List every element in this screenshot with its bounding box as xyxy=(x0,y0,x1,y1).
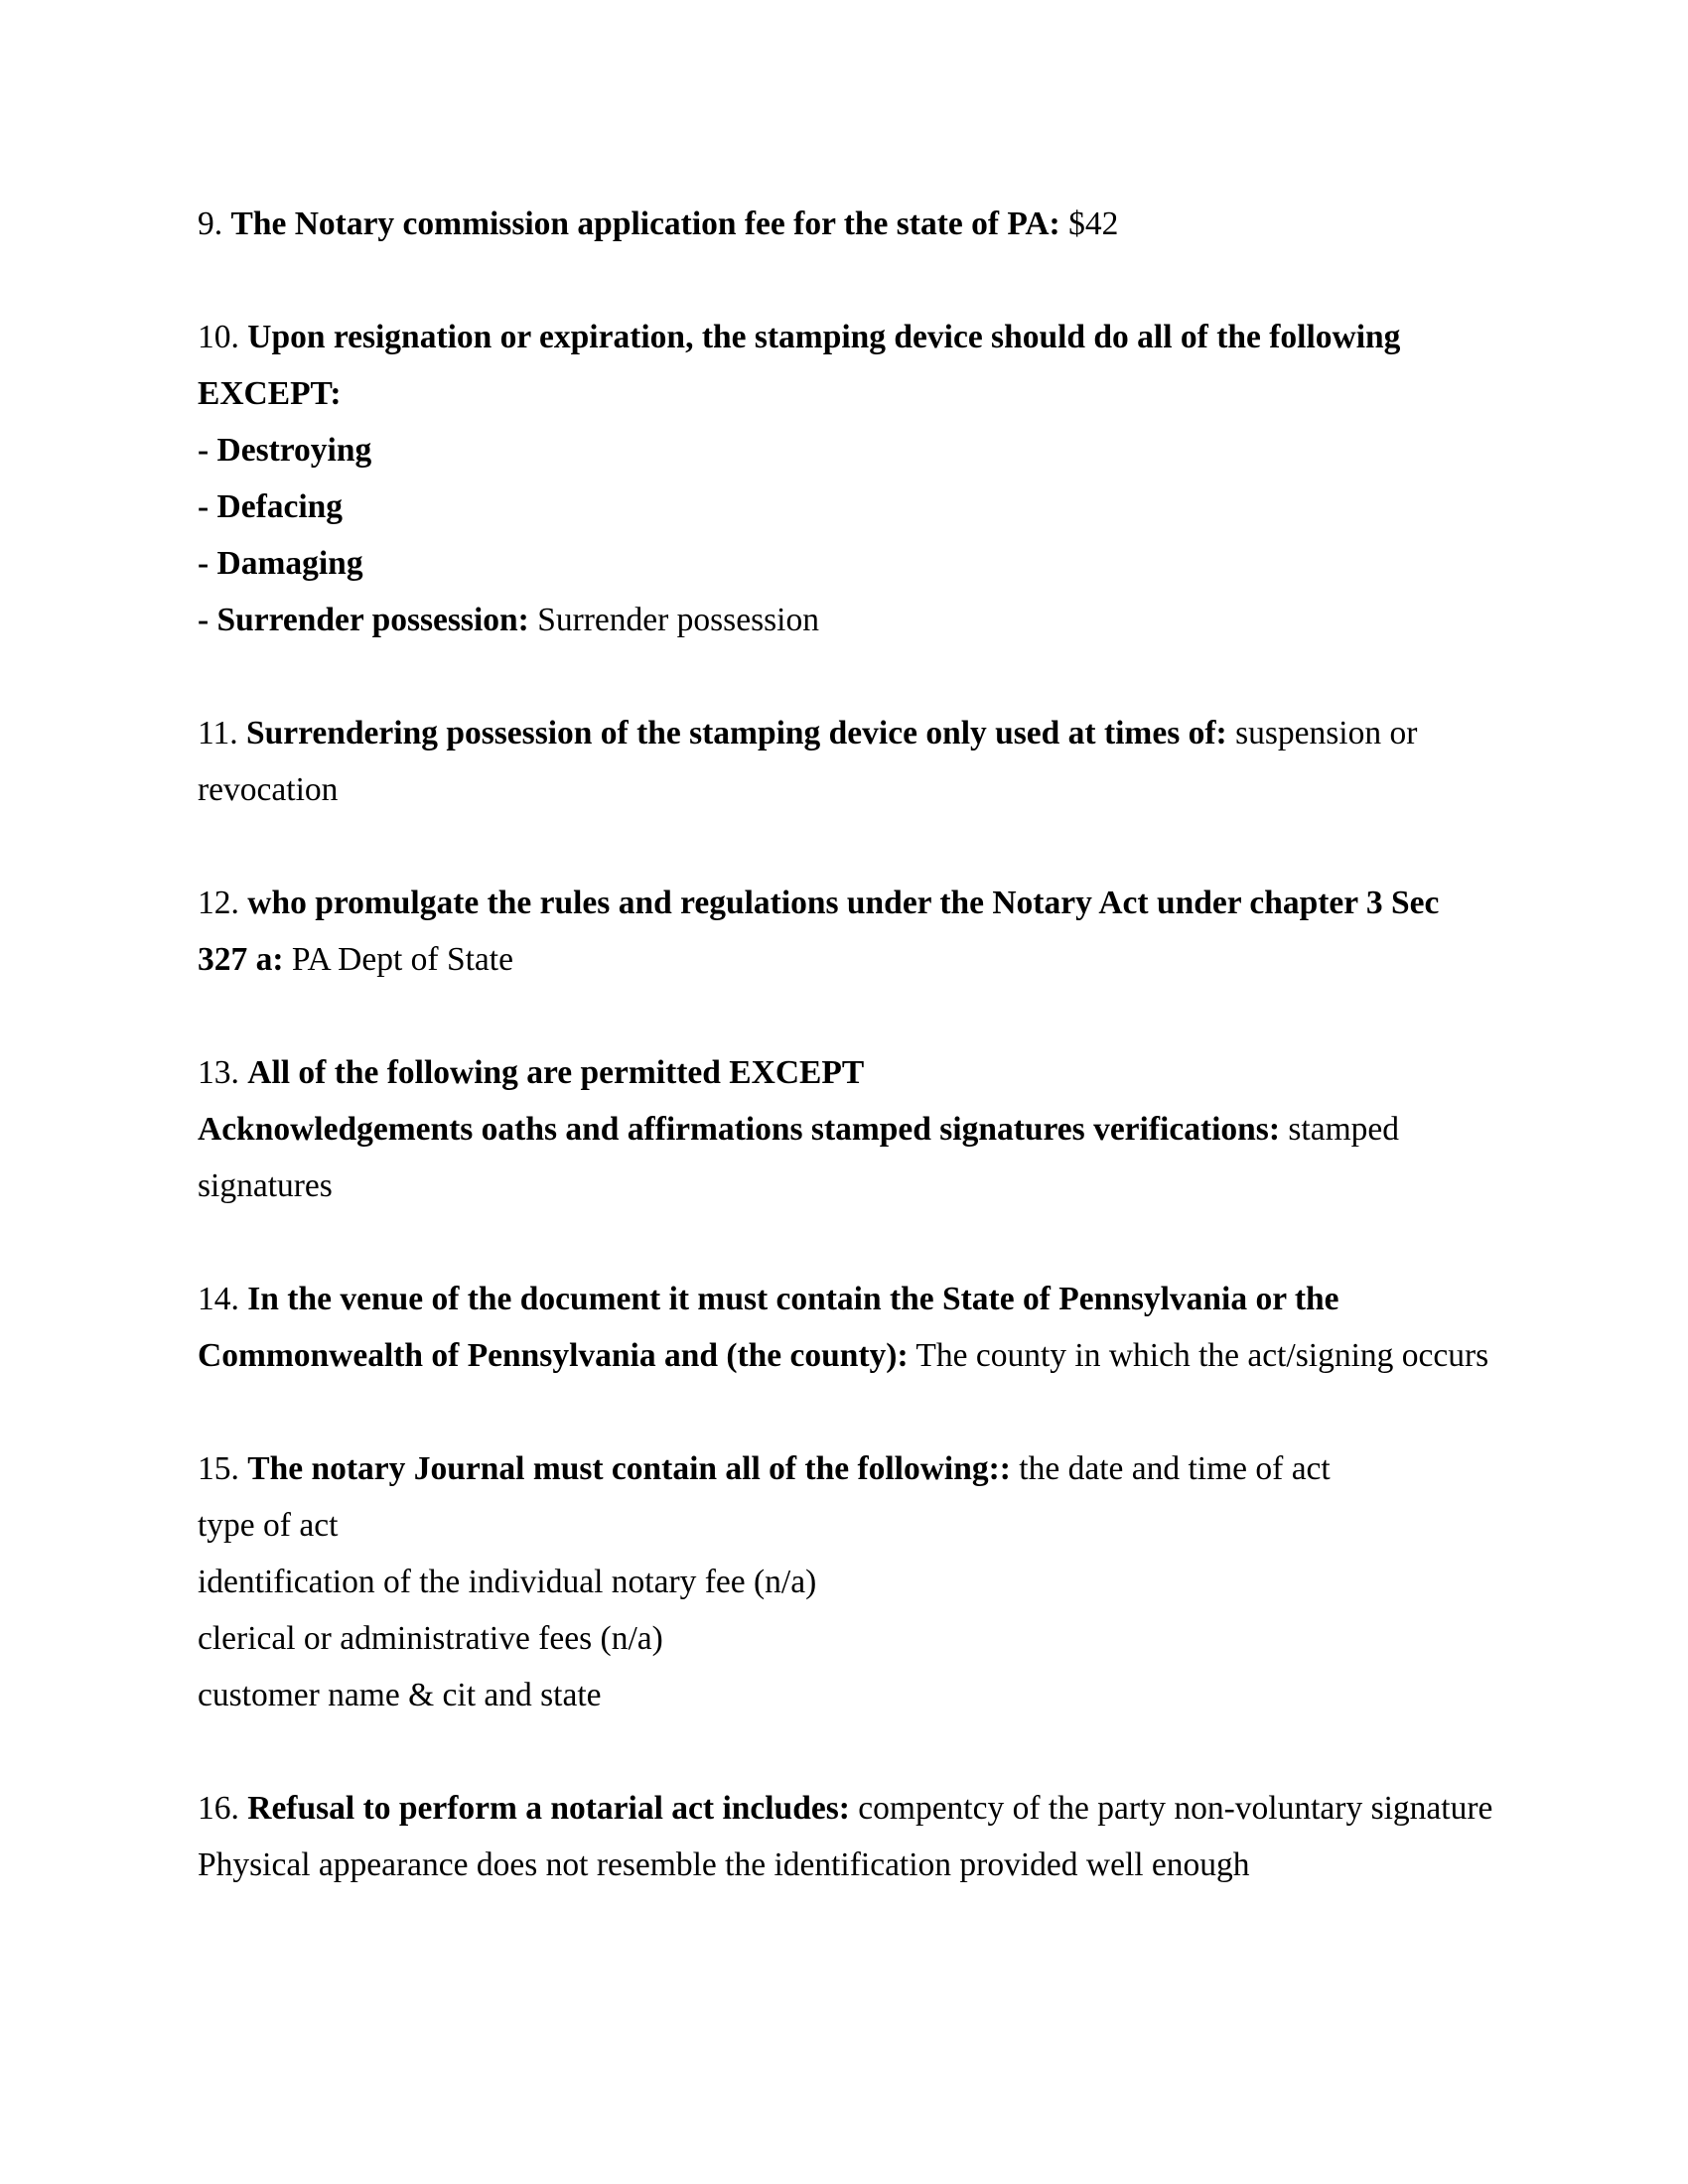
question-answer: compentcy of the party non-voluntary signature xyxy=(858,1790,1493,1827)
question-11 xyxy=(198,705,1549,818)
question-10 xyxy=(198,309,1549,648)
answer-list-item: customer name & cit and state xyxy=(198,1677,602,1713)
answer-list-item: identification of the individual notary fee (n/a) xyxy=(198,1564,817,1600)
question-line xyxy=(198,1044,1549,1101)
answer-list-item: type of act xyxy=(198,1507,339,1544)
question-line xyxy=(198,309,1549,365)
question-12 xyxy=(198,875,1549,988)
question-answer: the date and time of act xyxy=(1019,1450,1331,1487)
question-number: 14. xyxy=(198,1281,239,1317)
question-number: 13. xyxy=(198,1054,239,1091)
question-number: 16. xyxy=(198,1790,239,1827)
option-item: - Destroying xyxy=(198,432,372,469)
option-item: - Defacing xyxy=(198,488,344,525)
question-line xyxy=(198,1440,1549,1497)
option-line xyxy=(198,592,1549,648)
question-9 xyxy=(198,196,1549,252)
option-item: - Damaging xyxy=(198,545,363,582)
question-line xyxy=(198,705,1549,761)
question-prompt-continued: 327 a: xyxy=(198,941,284,978)
question-answer: suspension or xyxy=(1235,715,1418,751)
question-answer: stamped xyxy=(1288,1111,1399,1148)
question-number: 9. xyxy=(198,205,223,242)
question-line xyxy=(198,1327,1549,1384)
question-answer: $42 xyxy=(1068,205,1119,242)
question-line xyxy=(198,931,1549,988)
question-15 xyxy=(198,1440,1549,1723)
question-prompt-continued: Acknowledgements oaths and affirmations stamped signatures verifications: xyxy=(198,1111,1280,1148)
question-prompt: who promulgate the rules and regulations under the Notary Act under chapter 3 Sec xyxy=(247,885,1440,921)
question-prompt: Refusal to perform a notarial act includes: xyxy=(247,1790,850,1827)
question-line xyxy=(198,1780,1549,1837)
question-answer-continued: revocation xyxy=(198,771,339,808)
question-prompt: In the venue of the document it must contain the State of Pennsylvania or the xyxy=(247,1281,1339,1317)
question-answer-continued: Physical appearance does not resemble the identification provided well enough xyxy=(198,1846,1250,1883)
question-answer-continued: signatures xyxy=(198,1167,333,1204)
question-prompt: Surrendering possession of the stamping device only used at times of: xyxy=(246,715,1227,751)
answer-list-item: clerical or administrative fees (n/a) xyxy=(198,1620,663,1657)
question-line xyxy=(198,875,1549,931)
question-number: 12. xyxy=(198,885,239,921)
question-line xyxy=(198,196,1549,252)
question-line xyxy=(198,1101,1549,1158)
question-16 xyxy=(198,1780,1549,1893)
question-prompt-continued: EXCEPT: xyxy=(198,375,342,412)
question-number: 10. xyxy=(198,319,239,355)
question-prompt: The Notary commission application fee for the state of PA: xyxy=(230,205,1060,242)
question-prompt: Upon resignation or expiration, the stamping device should do all of the following xyxy=(247,319,1401,355)
question-answer: PA Dept of State xyxy=(291,941,513,978)
question-prompt: All of the following are permitted EXCEPT xyxy=(247,1054,865,1091)
option-item: - Surrender possession: xyxy=(198,602,529,638)
question-number: 15. xyxy=(198,1450,239,1487)
question-answer: Surrender possession xyxy=(537,602,819,638)
question-prompt: The notary Journal must contain all of the following:: xyxy=(247,1450,1011,1487)
question-14 xyxy=(198,1271,1549,1384)
question-number: 11. xyxy=(198,715,238,751)
question-answer: The county in which the act/signing occurs xyxy=(915,1337,1489,1374)
question-prompt-continued: Commonwealth of Pennsylvania and (the county): xyxy=(198,1337,909,1374)
question-13 xyxy=(198,1044,1549,1214)
question-line xyxy=(198,1271,1549,1327)
